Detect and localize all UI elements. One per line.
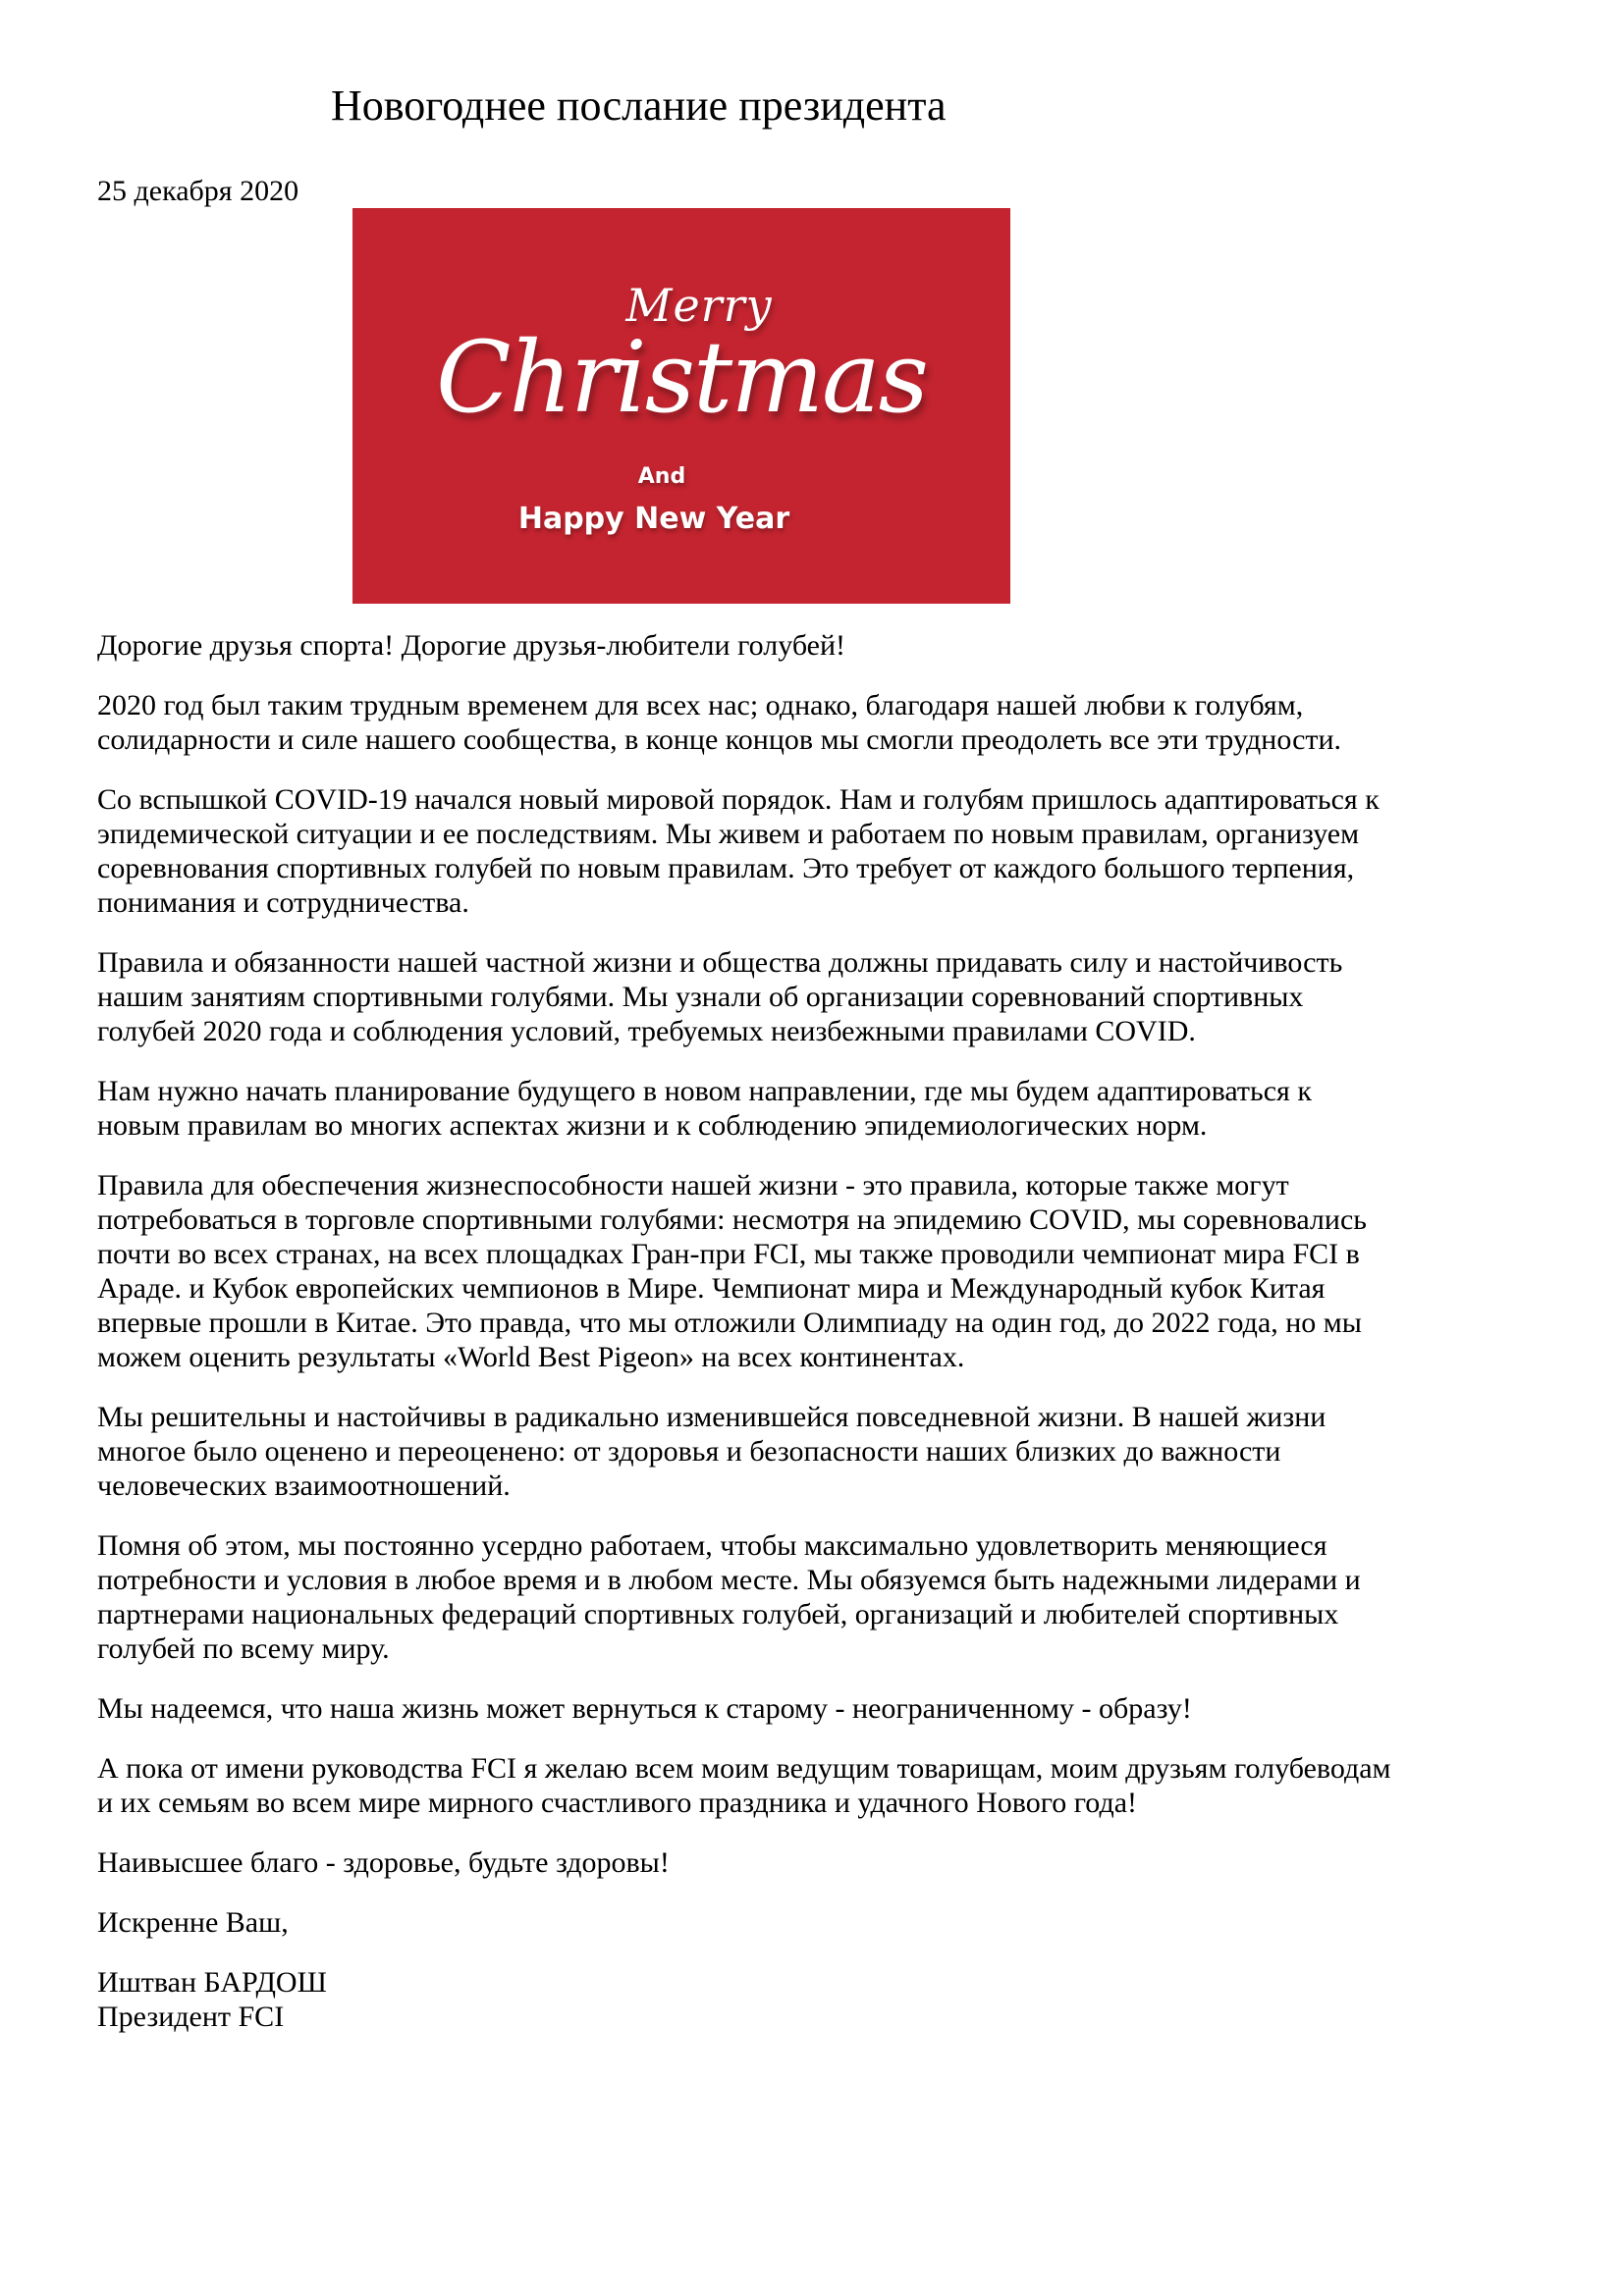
letter-body xyxy=(97,628,1570,2059)
text-line: и их семьям во всем мире мирного счастливого праздника и удачного Нового года! xyxy=(97,1787,1138,1819)
letter-date: 25 декабря 2020 xyxy=(97,175,299,207)
text-line: Иштван БАРДОШ xyxy=(97,1966,327,1999)
greeting-card-image xyxy=(352,208,1010,604)
text-line: Араде. и Кубок европейских чемпионов в Мире. Чемпионат мира и Международный кубок Китая xyxy=(97,1272,1326,1305)
text-line: солидарности и силе нашего сообщества, в конце концов мы смогли преодолеть все эти трудности. xyxy=(97,723,1342,756)
paragraph-covid-order xyxy=(97,782,1570,920)
card-merry-text: Merry xyxy=(625,279,773,332)
text-line: Мы надеемся, что наша жизнь может вернуться к старому - неограниченному - образу! xyxy=(97,1692,1192,1725)
paragraph-hope xyxy=(97,1691,1570,1726)
text-line: Мы решительны и настойчивы в радикально изменившейся повседневной жизни. В нашей жизни xyxy=(97,1401,1326,1433)
paragraph-rules-duties xyxy=(97,945,1570,1048)
paragraph-2020-year xyxy=(97,688,1570,757)
text-line: новым правилам во многих аспектах жизни и к соблюдению эпидемиологических норм. xyxy=(97,1109,1208,1142)
text-line: потребности и условия в любое время и в любом месте. Мы обязуемся быть надежными лидерами и xyxy=(97,1564,1361,1596)
text-line: Нам нужно начать планирование будущего в новом направлении, где мы будем адаптироваться к xyxy=(97,1075,1312,1107)
text-line: Президент FCI xyxy=(97,2001,285,2033)
text-line: впервые прошли в Китае. Это правда, что мы отложили Олимпиаду на один год, до 2022 года, но мы xyxy=(97,1307,1362,1339)
text-line: Правила для обеспечения жизнеспособности нашей жизни - это правила, которые также могут xyxy=(97,1169,1289,1201)
paragraph-competitions xyxy=(97,1168,1570,1374)
text-line: Искренне Ваш, xyxy=(97,1906,289,1939)
paragraph-health xyxy=(97,1845,1570,1880)
salutation-paragraph xyxy=(97,628,1570,663)
signature-block xyxy=(97,1965,1570,2034)
text-line: человеческих взаимоотношений. xyxy=(97,1469,511,1502)
text-line: Правила и обязанности нашей частной жизни и общества должны придавать силу и настойчивость xyxy=(97,946,1343,979)
text-line: Помня об этом, мы постоянно усердно работаем, чтобы максимально удовлетворить меняющиеся xyxy=(97,1529,1327,1562)
text-line: А пока от имени руководства FCI я желаю всем моим ведущим товарищам, моим друзьям голубеводам xyxy=(97,1752,1391,1785)
text-line: Дорогие друзья спорта! Дорогие друзья-любители голубей! xyxy=(97,629,846,662)
text-line: соревнования спортивных голубей по новым правилам. Это требует от каждого большого терпения, xyxy=(97,852,1355,884)
text-line: 2020 год был таким трудным временем для всех нас; однако, благодаря нашей любви к голубям, xyxy=(97,689,1304,721)
text-line: нашим занятиям спортивными голубями. Мы узнали об организации соревнований спортивных xyxy=(97,981,1304,1013)
paragraph-future-planning xyxy=(97,1074,1570,1143)
text-line: многое было оценено и переоценено: от здоровья и безопасности наших близких до важности xyxy=(97,1435,1281,1468)
text-line: голубей 2020 года и соблюдения условий, требуемых неизбежными правилами COVID. xyxy=(97,1015,1196,1047)
paragraph-commitment xyxy=(97,1528,1570,1666)
closing-paragraph xyxy=(97,1905,1570,1940)
text-line: голубей по всему миру. xyxy=(97,1632,390,1665)
text-line: можем оценить результаты «World Best Pigeon» на всех континентах. xyxy=(97,1341,965,1373)
card-and-text: And xyxy=(637,464,686,489)
text-line: почти во всех странах, на всех площадках Гран-при FCI, мы также проводили чемпионат мира FCI в xyxy=(97,1238,1360,1270)
text-line: эпидемической ситуации и ее последствиям. Мы живем и работаем по новым правилам, организуем xyxy=(97,818,1360,850)
text-line: потребоваться в торговле спортивными голубями: несмотря на эпидемию COVID, мы соревновались xyxy=(97,1203,1367,1236)
text-line: Наивысшее благо - здоровье, будьте здоровы! xyxy=(97,1846,670,1879)
paragraph-wishes xyxy=(97,1751,1570,1820)
text-line: Со вспышкой COVID-19 начался новый мировой порядок. Нам и голубям пришлось адаптироваться к xyxy=(97,783,1380,816)
text-line: понимания и сотрудничества. xyxy=(97,886,469,919)
card-new-year-text: Happy New Year xyxy=(517,502,790,536)
card-christmas-text: Christmas xyxy=(436,320,927,435)
text-line: партнерами национальных федераций спортивных голубей, организаций и любителей спортивных xyxy=(97,1598,1339,1630)
paragraph-resolve xyxy=(97,1400,1570,1503)
page-title: Новогоднее послание президента xyxy=(331,81,947,130)
